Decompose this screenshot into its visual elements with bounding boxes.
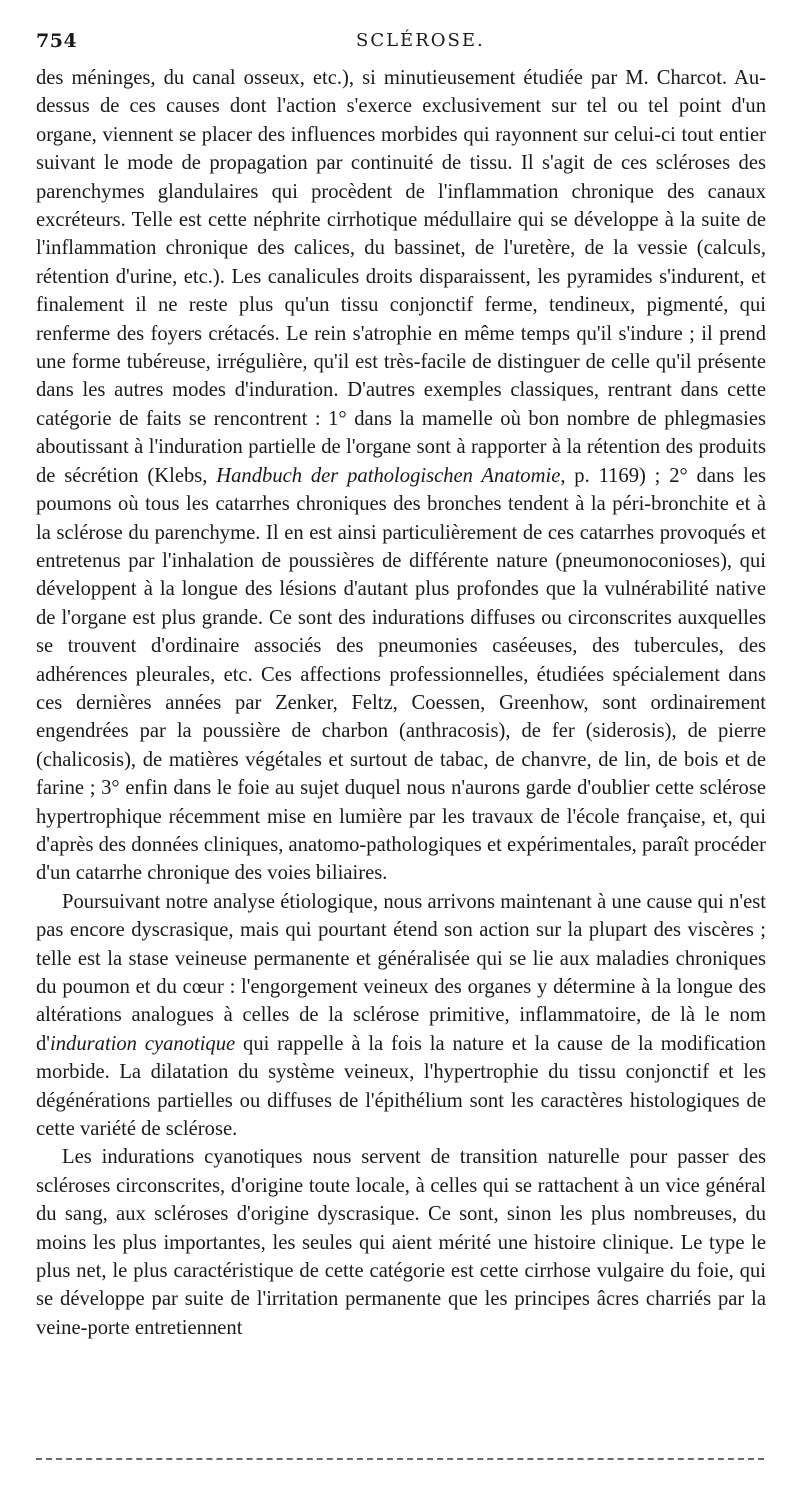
- running-title: SCLÉROSE.: [356, 30, 485, 51]
- paragraph-3: [36, 1143, 766, 1342]
- text-run: des méninges, du canal osseux, etc.), si minutieusement étudiée par M. Charcot. Au-dessus de ces causes dont l'action s'exerce exclusivement sur tel ou tel point d'un organe, viennent se placer des influences morbides qui rayonnent sur celui-ci tout entier suivant le mode de propagation par continuité de tissu. Il s'agit de ces scléroses des parenchymes glandulaires qui procèdent de l'inflammation chronique des canaux excréteurs. Telle est cette néphrite cirrhotique médullaire qui se développe à la suite de l'inflammation chronique des calices, du bassinet, de l'uretère, de la vessie (calculs, rétention d'urine, etc.). Les canalicules droits disparaissent, les pyramides s'indurent, et finalement il ne reste plus qu'un tissu conjonctif ferme, tendineux, pigmenté, qui renferme des foyers crétacés. Le rein s'atrophie en même temps qu'il s'indure ; il prend une forme tubéreuse, irrégulière, qu'il est très-facile de distinguer de celle qu'il présente dans les autres modes d'induration. D'autres exemples classiques, rentrant dans cette catégorie de faits se rencontrent : 1° dans la mamelle où bon nombre de phlegmasies aboutissant à l'induration partielle de l'organe sont à rapporter à la rétention des produits de sécrétion (Klebs,: [36, 67, 766, 487]
- page-number: 754: [36, 30, 78, 52]
- page-header: [36, 30, 766, 60]
- text-run: Poursuivant notre analyse étiologique, nous arrivons maintenant à une cause qui n'est pas encore dyscrasique, mais qui pourtant étend son action sur la plupart des viscères ; telle est la stase veineuse permanente et généralisée qui se lie aux maladies chroniques du poumon et du cœur : l'engorgement veineux des organes y détermine à la longue des altérations analogues à celles de la sclérose primitive, inflammatoire, de là le nom d': [36, 890, 766, 1055]
- paragraph-2: [36, 888, 766, 1144]
- body-text: [36, 64, 766, 1342]
- text-run: qui rappelle à la fois la nature et la cause de la modification morbide. La dilatation du système veineux, l'hypertrophie du tissu conjonctif et les dégénérations partielles ou diffuses de l'épithélium sont les caractères histologiques de cette variété de sclérose.: [36, 1032, 766, 1141]
- italic-citation: Handbuch der pathologischen Anatomie: [216, 464, 561, 487]
- italic-term: induration cyanotique: [50, 1032, 236, 1055]
- footer-rule: [36, 1458, 764, 1460]
- paragraph-1: [36, 64, 766, 888]
- text-run: Les indurations cyanotiques nous servent de transition naturelle pour passer des scléroses circonscrites, d'origine toute locale, à celles qui se rattachent à un vice général du sang, aux scléroses d'origine dyscrasique. Ce sont, sinon les plus nombreuses, du moins les plus importantes, les seules qui aient mérité une histoire clinique. Le type le plus net, le plus caractéristique de cette catégorie est cette cirrhose vulgaire du foie, qui se développe par suite de l'irritation permanente que les principes âcres charriés par la veine-porte entretiennent: [36, 1146, 766, 1339]
- text-run: , p. 1169) ; 2° dans les poumons où tous les catarrhes chroniques des bronches tendent à la péri-bronchite et à la sclérose du parenchyme. Il en est ainsi particulièrement de ces catarrhes provoqués et entretenus par l'inhalation de poussières de différente nature (pneumonoconioses), qui développent à la longue des lésions d'autant plus profondes que la vulnérabilité native de l'organe est plus grande. Ce sont des indurations diffuses ou circonscrites auxquelles se trouvent d'ordinaire associés des pneumonies caséeuses, des tubercules, des adhérences pleurales, etc. Ces affections professionnelles, étudiées spécialement dans ces dernières années par Zenker, Feltz, Coessen, Greenhow, sont ordinairement engendrées par la poussière de charbon (anthracosis), de fer (siderosis), de pierre (chalicosis), de matières végétales et surtout de tabac, de chanvre, de lin, de bois et de farine ; 3° enfin dans le foie au sujet duquel nous n'aurons garde d'oublier cette sclérose hypertrophique récemment mise en lumière par les travaux de l'école française, et, qui d'après des données cliniques, anatomo-pathologiques et expérimentales, paraît procéder d'un catarrhe chronique des voies biliaires.: [36, 464, 766, 885]
- page: [36, 30, 766, 1342]
